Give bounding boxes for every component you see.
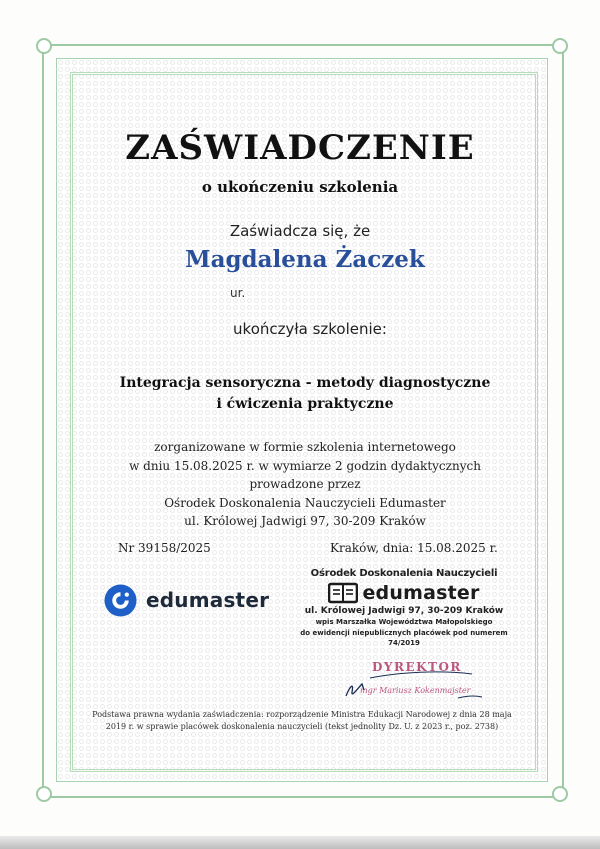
certificate-number: Nr 39158/2025 xyxy=(118,541,211,555)
stamp-address: ul. Królowej Jadwigi 97, 30-209 Kraków xyxy=(304,606,504,616)
director-name: mgr Mariusz Kokenmajster xyxy=(360,686,471,695)
detail-line: zorganizowane w formie szkolenia internetowego xyxy=(154,440,456,454)
completed-label: ukończyła szkolenie: xyxy=(233,320,387,338)
legal-line: Podstawa prawna wydania zaświadczenia: rozporządzenie Ministra Edukacji Narodowej z dnia 28 maja xyxy=(92,710,512,719)
detail-line: w dniu 15.08.2025 r. w wymiarze 2 godzin dydaktycznych xyxy=(129,458,481,473)
corner-ornament xyxy=(36,786,52,802)
course-title xyxy=(0,373,600,415)
corner-ornament xyxy=(36,38,52,54)
certificate-subtitle: o ukończeniu szkolenia xyxy=(201,178,399,196)
place-and-date: Kraków, dnia: 15.08.2025 r. xyxy=(330,541,498,555)
corner-ornament xyxy=(552,786,568,802)
edumaster-logo-icon xyxy=(104,584,137,617)
stamp-register-line: wpis Marszałka Województwa Małopolskiego xyxy=(315,618,493,626)
institution-stamp xyxy=(290,568,518,648)
handwritten-signature xyxy=(340,668,490,708)
certificate-title: ZAŚWIADCZENIE xyxy=(125,128,475,168)
book-icon xyxy=(328,582,358,604)
detail-line: Ośrodek Doskonalenia Nauczycieli Edumaster xyxy=(164,495,446,510)
stamp-heading: Ośrodek Doskonalenia Nauczycieli xyxy=(310,568,498,579)
legal-basis xyxy=(0,709,600,733)
course-title-line: i ćwiczenia praktyczne xyxy=(216,396,394,412)
scan-shadow xyxy=(0,836,600,849)
stamp-logo xyxy=(290,582,518,604)
course-title-line: Integracja sensoryczna - metody diagnostyczne xyxy=(119,375,491,391)
recipient-name: Magdalena Żaczek xyxy=(185,246,425,273)
corner-ornament xyxy=(552,38,568,54)
edumaster-logo xyxy=(104,582,269,618)
logo-text: edumaster xyxy=(146,588,270,612)
detail-line: prowadzone przez xyxy=(249,477,361,491)
stamp-logo-text: edumaster xyxy=(362,582,480,604)
course-details xyxy=(0,438,600,531)
certifies-text: Zaświadcza się, że xyxy=(229,222,371,240)
born-label: ur. xyxy=(230,286,246,300)
detail-line: ul. Królowej Jadwigi 97, 30-209 Kraków xyxy=(184,514,426,528)
legal-line: 2019 r. w sprawie placówek doskonalenia nauczycieli (tekst jednolity Dz. U. z 2023 r., poz. 2738) xyxy=(105,722,499,731)
director-title: DYREKTOR xyxy=(372,660,462,674)
stamp-register-line: do ewidencji niepublicznych placówek pod numerem 74/2019 xyxy=(300,629,508,647)
